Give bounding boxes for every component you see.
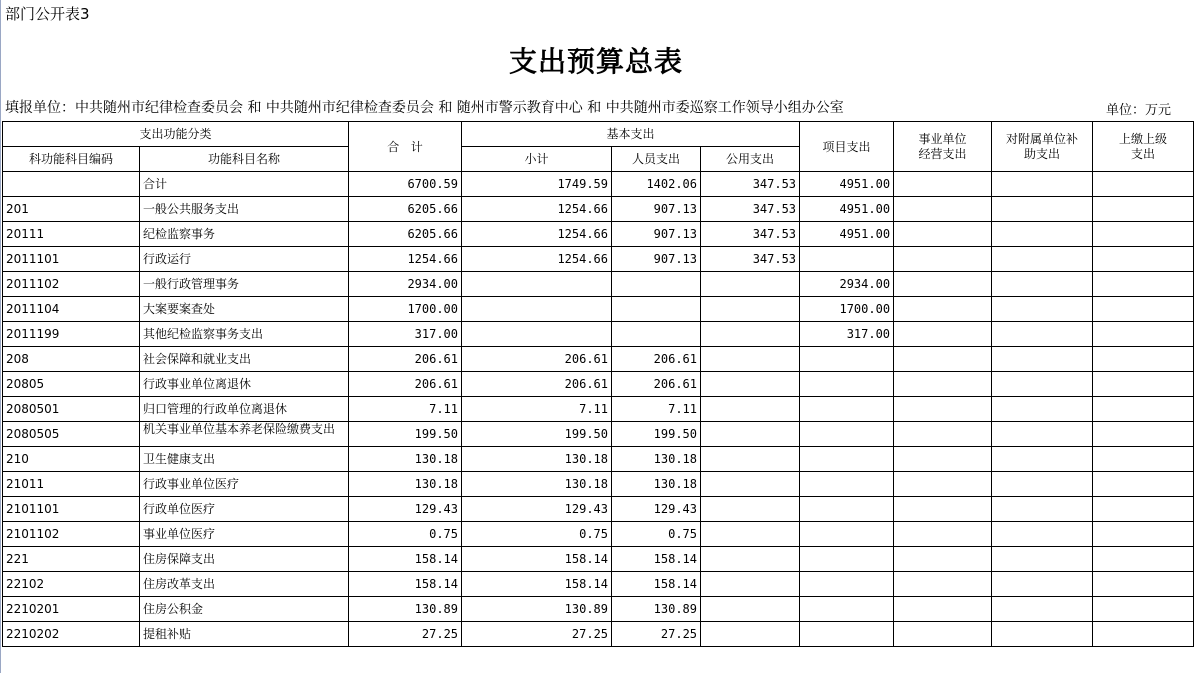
cell-project: 1700.00 [800,297,894,322]
cell-upper [1093,422,1194,447]
header-business: 事业单位经营支出 [894,122,992,172]
cell-personnel: 1402.06 [612,172,701,197]
cell-project [800,397,894,422]
cell-name: 住房改革支出 [140,572,349,597]
cell-upper [1093,172,1194,197]
header-name: 功能科目名称 [140,147,349,172]
cell-project [800,597,894,622]
cell-project [800,247,894,272]
cell-code: 2080501 [3,397,140,422]
cell-project [800,472,894,497]
cell-code: 2101102 [3,522,140,547]
cell-name: 一般公共服务支出 [140,197,349,222]
table-row [3,197,1194,222]
cell-personnel: 907.13 [612,247,701,272]
cell-project: 317.00 [800,322,894,347]
cell-subtotal: 1749.59 [462,172,612,197]
table-row [3,447,1194,472]
cell-public: 347.53 [701,172,800,197]
header-public: 公用支出 [701,147,800,172]
cell-personnel: 129.43 [612,497,701,522]
cell-subsidy [992,547,1093,572]
table-row [3,247,1194,272]
cell-personnel [612,297,701,322]
table-row [3,297,1194,322]
header-basic: 基本支出 [462,122,800,147]
cell-business [894,447,992,472]
cell-total: 317.00 [349,322,462,347]
cell-business [894,497,992,522]
cell-total: 7.11 [349,397,462,422]
cell-upper [1093,622,1194,647]
table-row [3,622,1194,647]
table-row [3,497,1194,522]
cell-personnel: 158.14 [612,572,701,597]
cell-public: 347.53 [701,197,800,222]
cell-project: 4951.00 [800,172,894,197]
cell-code: 2011101 [3,247,140,272]
cell-code: 22102 [3,572,140,597]
table-row [3,397,1194,422]
cell-public [701,347,800,372]
cell-name: 提租补贴 [140,622,349,647]
cell-upper [1093,347,1194,372]
cell-public [701,397,800,422]
cell-business [894,597,992,622]
cell-subsidy [992,297,1093,322]
cell-name: 卫生健康支出 [140,447,349,472]
cell-code: 210 [3,447,140,472]
header-subsidy: 对附属单位补助支出 [992,122,1093,172]
cell-subsidy [992,522,1093,547]
cell-subsidy [992,622,1093,647]
cell-upper [1093,372,1194,397]
cell-code: 2011104 [3,297,140,322]
cell-public [701,322,800,347]
cell-total: 6205.66 [349,222,462,247]
table-row [3,372,1194,397]
header-project: 项目支出 [800,122,894,172]
cell-code: 2210202 [3,622,140,647]
cell-subtotal: 158.14 [462,547,612,572]
cell-name: 机关事业单位基本养老保险缴费支出 [140,422,349,447]
table-row [3,172,1194,197]
cell-public: 347.53 [701,247,800,272]
table-row [3,472,1194,497]
cell-business [894,397,992,422]
cell-public [701,297,800,322]
cell-total: 6700.59 [349,172,462,197]
cell-total: 158.14 [349,572,462,597]
header-subtotal: 小计 [462,147,612,172]
cell-subtotal: 1254.66 [462,197,612,222]
cell-name: 归口管理的行政单位离退休 [140,397,349,422]
cell-name: 住房保障支出 [140,547,349,572]
table-row [3,272,1194,297]
cell-upper [1093,447,1194,472]
cell-code: 2080505 [3,422,140,447]
cell-project: 2934.00 [800,272,894,297]
cell-business [894,522,992,547]
cell-name: 事业单位医疗 [140,522,349,547]
cell-public [701,372,800,397]
cell-public [701,472,800,497]
cell-subtotal: 199.50 [462,422,612,447]
cell-upper [1093,497,1194,522]
cell-code: 2210201 [3,597,140,622]
table-row [3,222,1194,247]
cell-personnel [612,322,701,347]
table-row [3,522,1194,547]
cell-subsidy [992,172,1093,197]
cell-subsidy [992,372,1093,397]
cell-total: 1700.00 [349,297,462,322]
cell-business [894,222,992,247]
cell-public [701,597,800,622]
header-upper: 上缴上级支出 [1093,122,1194,172]
table-row [3,547,1194,572]
cell-business [894,472,992,497]
cell-upper [1093,397,1194,422]
cell-project [800,572,894,597]
cell-public [701,497,800,522]
cell-public [701,447,800,472]
cell-total: 158.14 [349,547,462,572]
cell-upper [1093,272,1194,297]
cell-project [800,547,894,572]
cell-subtotal: 1254.66 [462,247,612,272]
cell-business [894,172,992,197]
cell-project: 4951.00 [800,222,894,247]
cell-business [894,247,992,272]
header-code: 科功能科目编码 [3,147,140,172]
cell-project [800,447,894,472]
cell-personnel: 27.25 [612,622,701,647]
cell-upper [1093,297,1194,322]
cell-subtotal [462,322,612,347]
cell-total: 0.75 [349,522,462,547]
cell-upper [1093,197,1194,222]
cell-subtotal: 1254.66 [462,222,612,247]
cell-subsidy [992,447,1093,472]
cell-code: 2101101 [3,497,140,522]
cell-upper [1093,597,1194,622]
cell-name: 一般行政管理事务 [140,272,349,297]
cell-total: 129.43 [349,497,462,522]
sheet-label: 部门公开表3 [5,5,90,23]
cell-upper [1093,222,1194,247]
cell-upper [1093,472,1194,497]
cell-personnel: 0.75 [612,522,701,547]
cell-total: 6205.66 [349,197,462,222]
page-title: 支出预算总表 [508,45,683,78]
cell-name: 住房公积金 [140,597,349,622]
table-row [3,572,1194,597]
cell-subsidy [992,222,1093,247]
cell-subsidy [992,272,1093,297]
cell-subtotal: 7.11 [462,397,612,422]
cell-total: 2934.00 [349,272,462,297]
cell-project [800,372,894,397]
cell-code: 2011102 [3,272,140,297]
cell-personnel: 206.61 [612,347,701,372]
cell-code: 20111 [3,222,140,247]
cell-subsidy [992,597,1093,622]
cell-subtotal [462,297,612,322]
cell-subtotal: 130.18 [462,447,612,472]
cell-project [800,522,894,547]
cell-project [800,422,894,447]
cell-subtotal: 158.14 [462,572,612,597]
cell-subsidy [992,397,1093,422]
cell-business [894,372,992,397]
cell-project [800,622,894,647]
cell-total: 130.89 [349,597,462,622]
cell-total: 130.18 [349,447,462,472]
cell-project [800,347,894,372]
cell-upper [1093,522,1194,547]
cell-personnel: 907.13 [612,222,701,247]
cell-name: 合计 [140,172,349,197]
cell-name: 其他纪检监察事务支出 [140,322,349,347]
cell-name: 纪检监察事务 [140,222,349,247]
table-row [3,347,1194,372]
cell-subtotal: 206.61 [462,347,612,372]
header-total: 合 计 [349,122,462,172]
cell-code: 221 [3,547,140,572]
cell-subsidy [992,572,1093,597]
cell-project [800,497,894,522]
cell-subtotal [462,272,612,297]
cell-total: 27.25 [349,622,462,647]
cell-public: 347.53 [701,222,800,247]
cell-code: 208 [3,347,140,372]
table-row [3,322,1194,347]
cell-code: 2011199 [3,322,140,347]
cell-subsidy [992,497,1093,522]
cell-personnel: 130.89 [612,597,701,622]
cell-total: 206.61 [349,372,462,397]
cell-subsidy [992,197,1093,222]
cell-subsidy [992,472,1093,497]
cell-personnel: 907.13 [612,197,701,222]
cell-personnel: 158.14 [612,547,701,572]
cell-upper [1093,547,1194,572]
cell-subtotal: 27.25 [462,622,612,647]
cell-subtotal: 129.43 [462,497,612,522]
table-body [3,172,1194,647]
cell-business [894,347,992,372]
cell-upper [1093,247,1194,272]
cell-business [894,297,992,322]
unit-label: 单位：万元 [1106,103,1172,118]
cell-business [894,322,992,347]
header-personnel: 人员支出 [612,147,701,172]
cell-public [701,272,800,297]
cell-subsidy [992,422,1093,447]
cell-business [894,547,992,572]
cell-upper [1093,572,1194,597]
header-functional-class: 支出功能分类 [3,122,349,147]
cell-public [701,622,800,647]
cell-code: 20805 [3,372,140,397]
cell-business [894,272,992,297]
table-row [3,422,1194,447]
cell-subtotal: 206.61 [462,372,612,397]
cell-personnel [612,272,701,297]
cell-total: 206.61 [349,347,462,372]
cell-personnel: 199.50 [612,422,701,447]
cell-personnel: 7.11 [612,397,701,422]
cell-subsidy [992,347,1093,372]
cell-name: 大案要案查处 [140,297,349,322]
cell-total: 1254.66 [349,247,462,272]
cell-business [894,572,992,597]
cell-business [894,622,992,647]
cell-subtotal: 130.89 [462,597,612,622]
reporting-unit: 填报单位：中共随州市纪律检查委员会 和 中共随州市纪律检查委员会 和 随州市警示教育中心 和 中共随州市委巡察工作领导小组办公室 [5,100,844,116]
cell-public [701,547,800,572]
cell-total: 130.18 [349,472,462,497]
cell-public [701,422,800,447]
cell-upper [1093,322,1194,347]
cell-name: 行政单位医疗 [140,497,349,522]
cell-project: 4951.00 [800,197,894,222]
cell-personnel: 130.18 [612,472,701,497]
cell-name: 社会保障和就业支出 [140,347,349,372]
table-row [3,597,1194,622]
cell-code [3,172,140,197]
cell-total: 199.50 [349,422,462,447]
cell-subtotal: 130.18 [462,472,612,497]
cell-personnel: 130.18 [612,447,701,472]
cell-code: 21011 [3,472,140,497]
cell-public [701,522,800,547]
cell-business [894,197,992,222]
cell-subtotal: 0.75 [462,522,612,547]
cell-subsidy [992,247,1093,272]
cell-name: 行政运行 [140,247,349,272]
cell-business [894,422,992,447]
cell-public [701,572,800,597]
cell-name: 行政事业单位医疗 [140,472,349,497]
cell-personnel: 206.61 [612,372,701,397]
cell-subsidy [992,322,1093,347]
cell-code: 201 [3,197,140,222]
budget-table [2,121,1194,647]
cell-name: 行政事业单位离退休 [140,372,349,397]
